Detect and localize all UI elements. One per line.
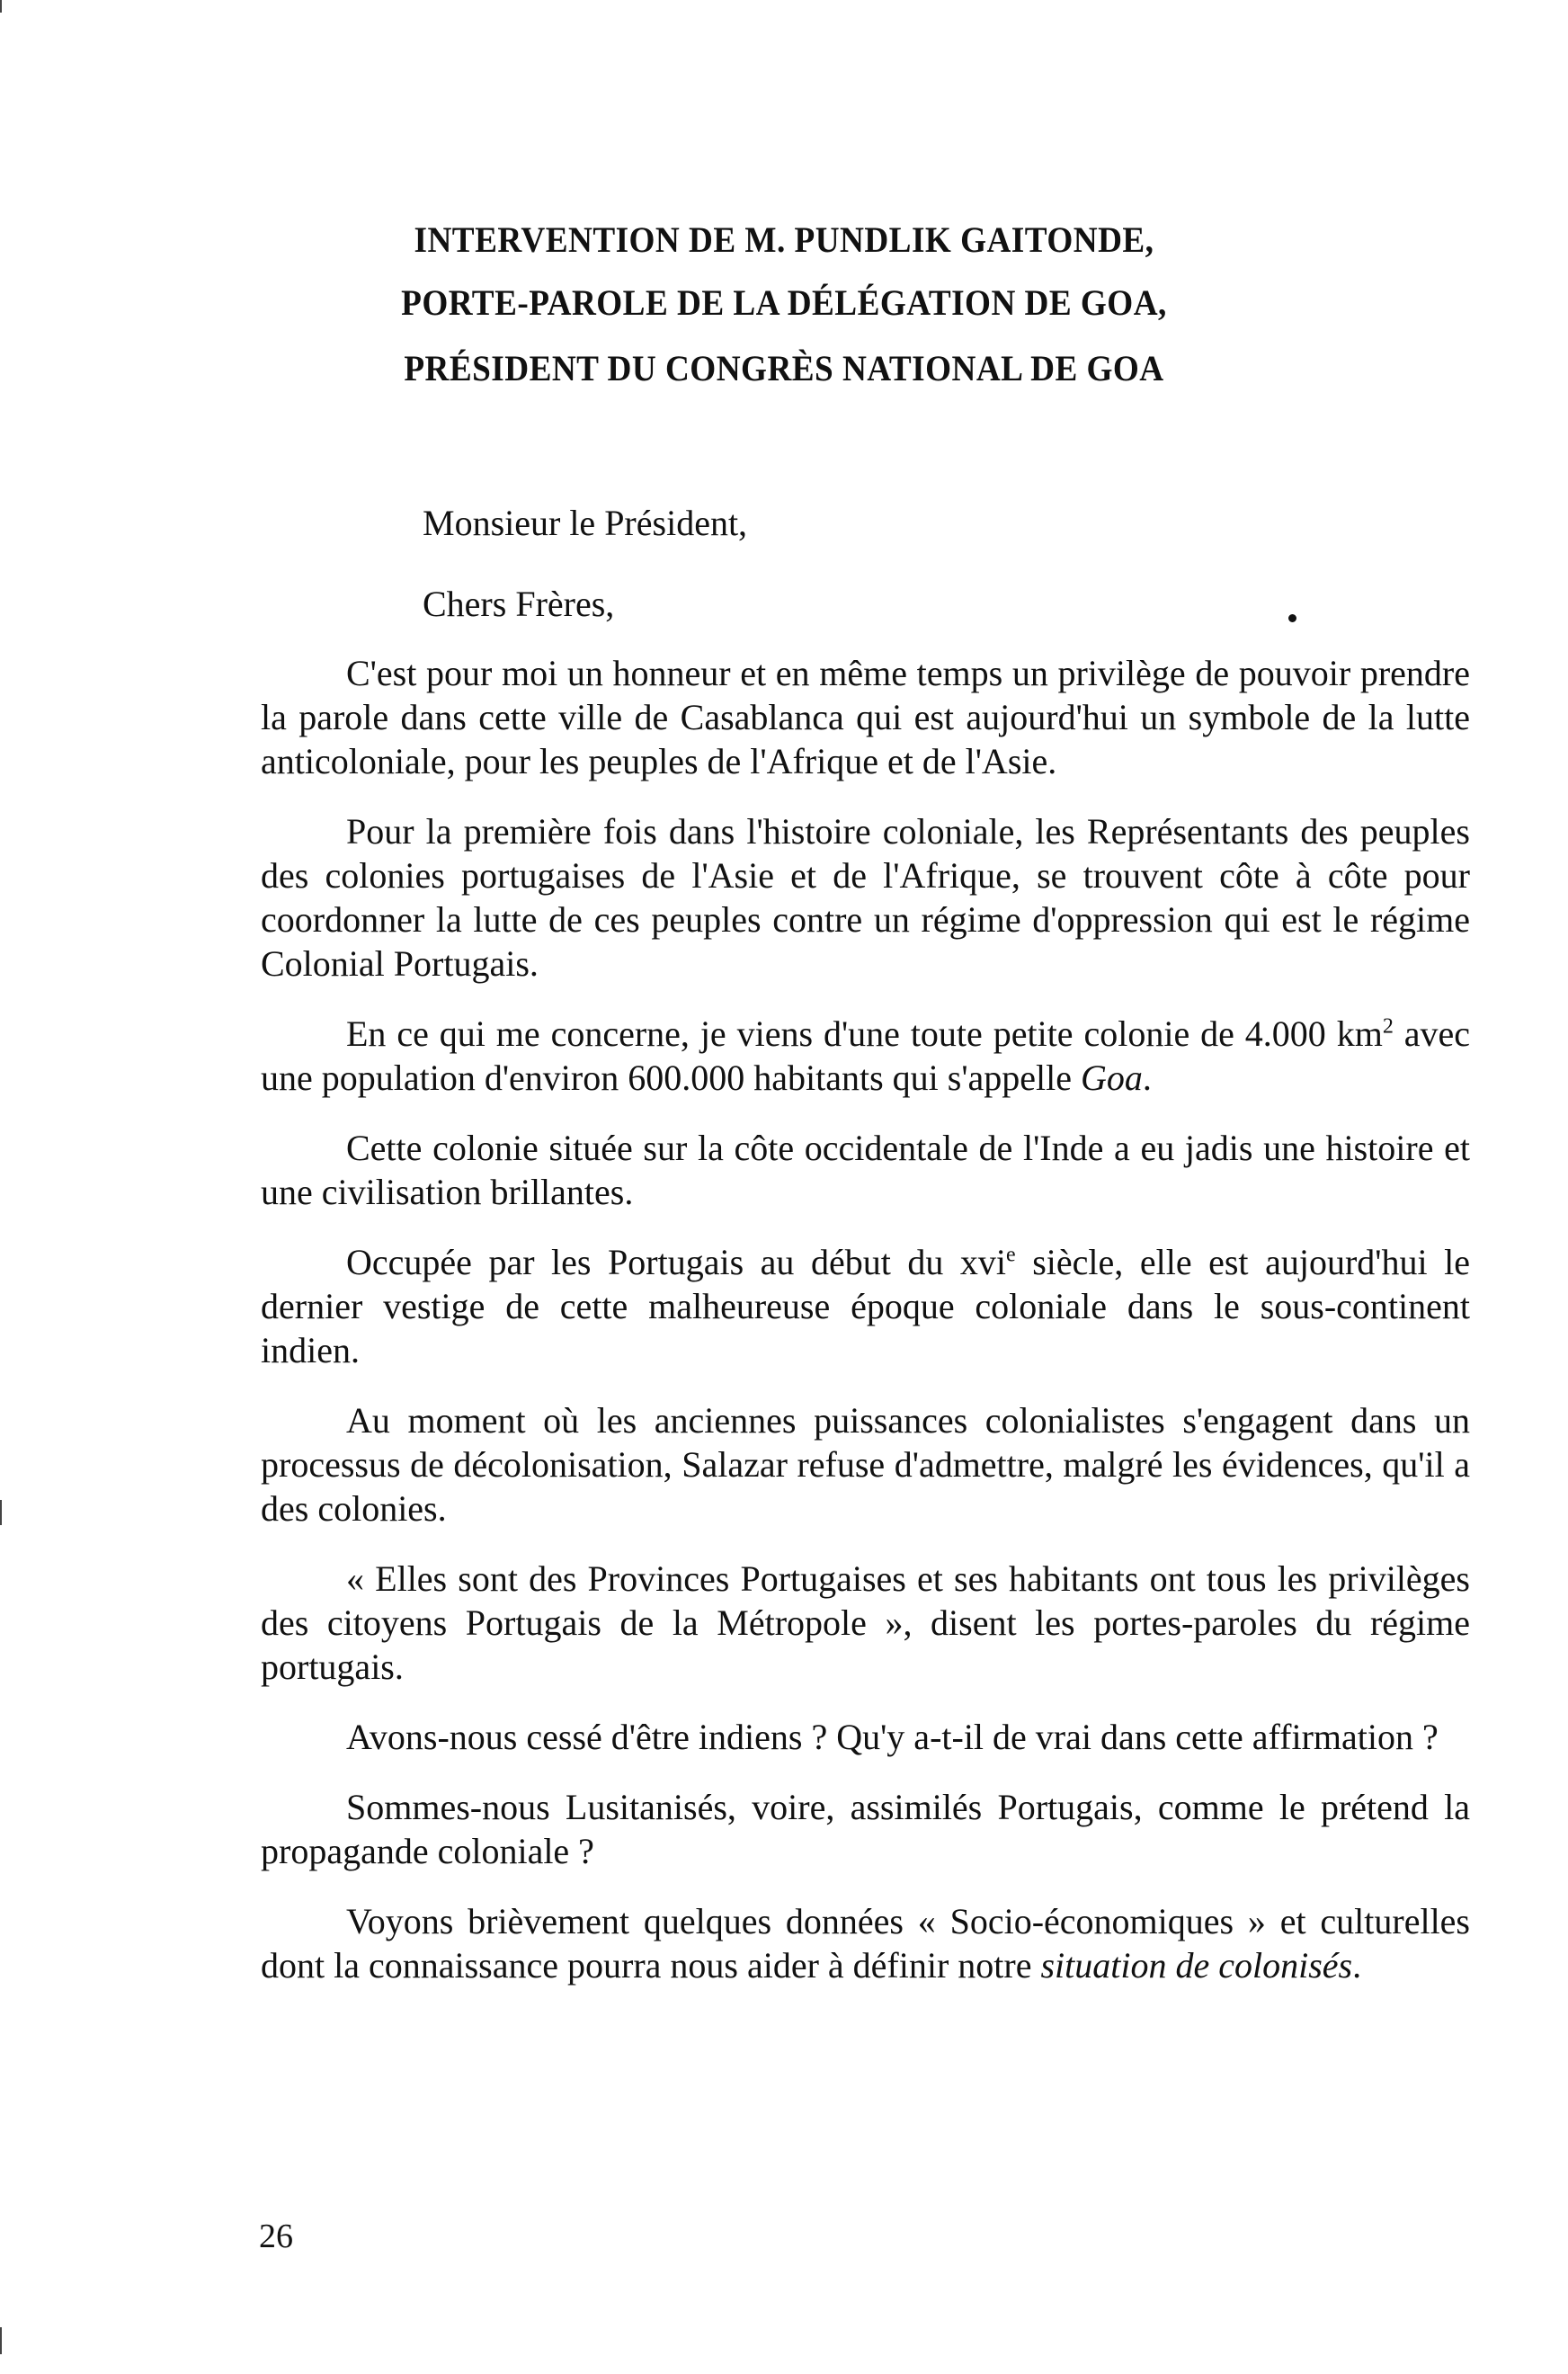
superscript-e: e (1006, 1243, 1016, 1267)
paragraph-6: Au moment où les anciennes puissances colonialistes s'engagent dans un processus de décolonisation, Salazar refuse d'admettre, malgré les évidences, qu'il a des colonies. (261, 1400, 1470, 1529)
paragraph-3-text-a: En ce qui me concerne, je viens d'une toute petite colonie de 4.000 km (346, 1013, 1383, 1054)
heading-line-3: PRÉSIDENT DU CONGRÈS NATIONAL DE GOA (404, 348, 1164, 388)
superscript-squared: 2 (1382, 1014, 1394, 1039)
heading-line-2: PORTE-PAROLE DE LA DÉLÉGATION DE GOA, (401, 282, 1167, 323)
paragraph-3 (261, 1012, 1470, 1100)
paragraph-3-end: . (1142, 1058, 1152, 1098)
scan-edge-mark (0, 0, 2, 13)
paragraph-5-text-a: Occupée par les Portugais au début du (346, 1242, 960, 1282)
salutation-brothers: Chers Frères, (423, 584, 615, 624)
paragraph-7: « Elles sont des Provinces Portugaises et ses habitants ont tous les privilèges des citoyens Portugais de la Métropole », disent les portes-paroles du régime portugais. (261, 1558, 1470, 1687)
paragraph-10 (261, 1899, 1470, 1987)
salutation-president: Monsieur le Président, (423, 503, 748, 543)
stray-dot (1288, 614, 1296, 622)
scan-edge-mark (0, 1500, 2, 1525)
scan-edge-mark (0, 2327, 2, 2354)
heading-line-1: INTERVENTION DE M. PUNDLIK GAITONDE, (414, 219, 1154, 260)
paragraph-5 (261, 1240, 1470, 1372)
paragraph-10-text-a: Voyons brièvement quelques données « Socio-économiques » et culturelles dont la connaissance pourra nous aider à définir notre (261, 1901, 1470, 1986)
paragraph-5-text-b: siècle, elle est aujourd'hui le dernier vestige de cette malheureuse époque coloniale dans le sous-continent indien. (261, 1242, 1470, 1370)
century-numeral: xvi (959, 1242, 1007, 1282)
paragraph-10-end: . (1352, 1945, 1362, 1986)
paragraph-3-text-b: avec une population d'environ 600.000 habitants qui s'appelle (261, 1013, 1471, 1098)
body-text (261, 651, 1470, 2013)
paragraph-1: C'est pour moi un honneur et en même temps un privilège de pouvoir prendre la parole dans cette ville de Casablanca qui est aujourd'hui un symbole de la lutte anticoloniale, pour les peuples de l'Afrique et de l'Asie. (261, 653, 1470, 781)
paragraph-2: Pour la première fois dans l'histoire coloniale, les Représentants des peuples des colonies portugaises de l'Asie et de l'Afrique, se trouvent côte à côte pour coordonner la lutte de ces peuples contre un régime d'oppression qui est le régime Colonial Portugais. (261, 811, 1470, 984)
paragraph-8: Avons-nous cessé d'être indiens ? Qu'y a-t-il de vrai dans cette affirmation ? (346, 1717, 1439, 1757)
goa-italic: Goa (1081, 1058, 1143, 1098)
paragraph-4: Cette colonie située sur la côte occidentale de l'Inde a eu jadis une histoire et une civilisation brillantes. (261, 1128, 1470, 1212)
page-number: 26 (259, 2218, 293, 2255)
paragraph-9: Sommes-nous Lusitanisés, voire, assimilés Portugais, comme le prétend la propagande coloniale ? (261, 1787, 1470, 1871)
situation-italic: situation de colonisés (1040, 1945, 1353, 1986)
